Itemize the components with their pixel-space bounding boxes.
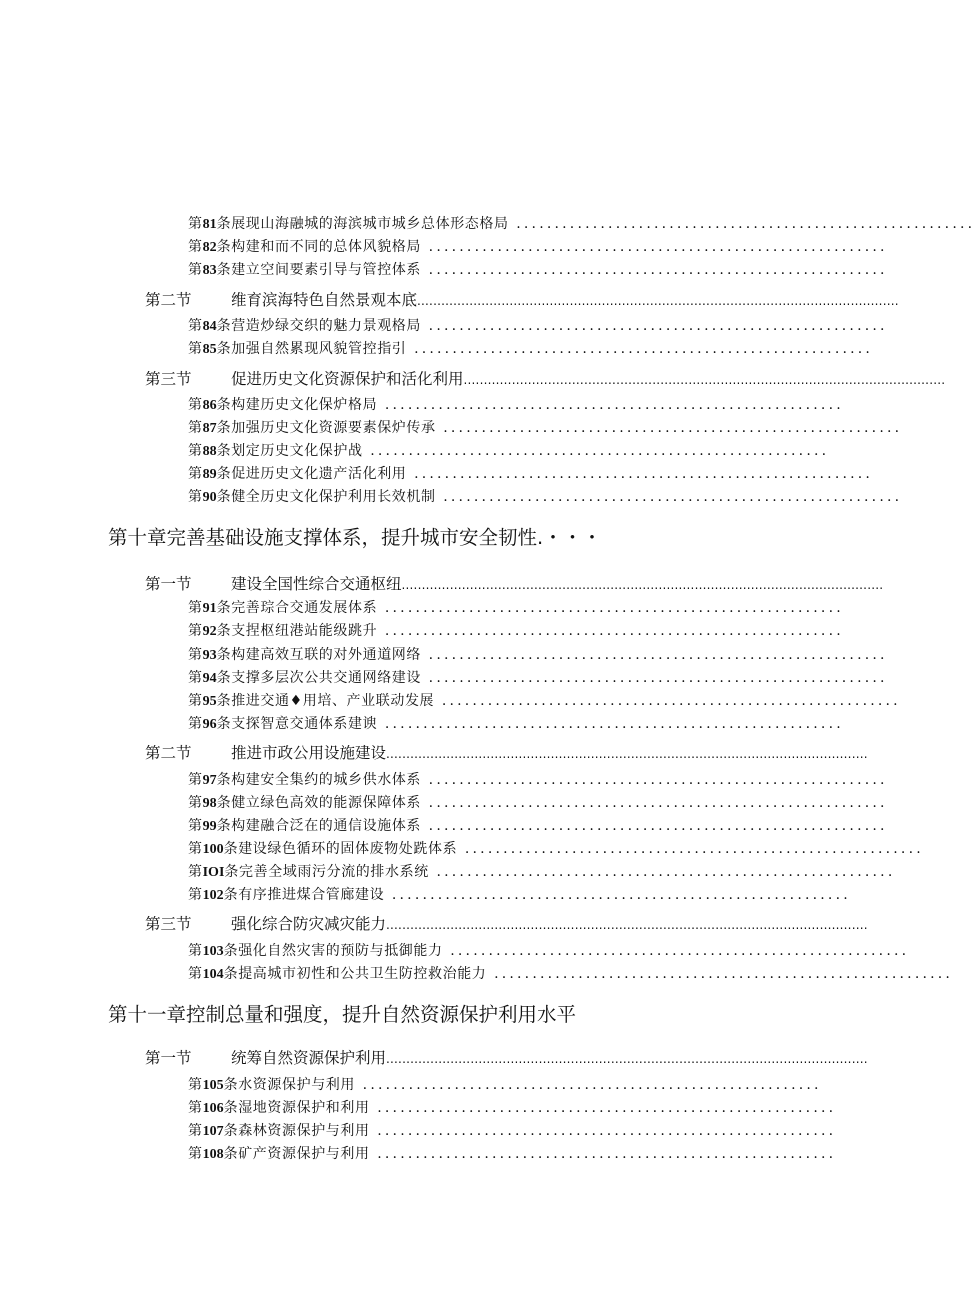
leader-dots: ........................................................................................................................ bbox=[386, 918, 868, 932]
toc-chapter-entry: 第十一章控制总量和强度，提升自然资源保护利用水平 bbox=[108, 1003, 577, 1026]
article-title: 条构建历史文化保炉格局 bbox=[216, 397, 378, 413]
article-title: 条划定历史文化保护战 bbox=[216, 443, 363, 459]
toc-section-entry bbox=[145, 740, 868, 766]
article-number: 87 bbox=[202, 421, 217, 436]
article-title: 条构建安全集约的城乡供水体系 bbox=[216, 772, 422, 788]
section-title: 促进历史文化资源保护和活化利用 bbox=[231, 370, 464, 388]
article-number: 81 bbox=[202, 217, 217, 232]
article-prefix: 第 bbox=[188, 943, 203, 959]
article-number: 89 bbox=[202, 467, 217, 482]
article-number: 96 bbox=[202, 717, 217, 732]
leader-dots: ........................................................................................................................ bbox=[463, 373, 946, 387]
toc-article-entry bbox=[188, 884, 851, 906]
section-title: 建设全国性综合交通枢纽 bbox=[231, 575, 402, 593]
article-prefix: 第 bbox=[188, 1100, 203, 1116]
toc-article-entry bbox=[188, 440, 830, 462]
leader-dots: ............................................................ bbox=[435, 489, 903, 505]
article-title: 条完善全域雨污分流的排水系统 bbox=[224, 864, 429, 880]
article-prefix: 第 bbox=[188, 772, 203, 788]
leader-dots: ............................................................ bbox=[355, 1077, 822, 1093]
article-prefix: 第 bbox=[188, 795, 203, 811]
article-prefix: 第 bbox=[188, 716, 203, 732]
article-number: 90 bbox=[202, 490, 217, 505]
article-prefix: 第 bbox=[188, 318, 203, 334]
toc-article-entry bbox=[188, 463, 874, 485]
toc-article-entry bbox=[188, 213, 975, 235]
toc-article-entry bbox=[188, 861, 896, 883]
toc-article-entry bbox=[188, 236, 888, 258]
section-title: 统筹自然资源保护利用 bbox=[231, 1049, 387, 1067]
article-prefix: 第 bbox=[188, 1123, 203, 1139]
article-prefix: 第 bbox=[188, 397, 203, 413]
article-prefix: 第 bbox=[188, 600, 203, 616]
article-prefix: 第 bbox=[188, 623, 203, 639]
article-number: 91 bbox=[202, 601, 217, 616]
article-prefix: 第 bbox=[188, 1077, 203, 1093]
toc-article-entry bbox=[188, 259, 888, 281]
leader-dots: ............................................................ bbox=[435, 420, 903, 436]
section-number: 第三节 bbox=[145, 370, 192, 388]
toc-article-entry bbox=[188, 417, 903, 439]
toc-article-entry bbox=[188, 940, 910, 962]
leader-dots: ............................................................ bbox=[369, 1100, 837, 1116]
leader-dots: ............................................................ bbox=[421, 647, 888, 663]
article-title: 条营造炒绿交织的魅力景观格局 bbox=[216, 318, 422, 334]
article-number: 85 bbox=[202, 342, 217, 357]
section-title: 强化综合防灾减灾能力 bbox=[231, 915, 387, 933]
article-title: 条建设绿色循环的固体废物处跣体系 bbox=[223, 841, 458, 857]
toc-article-entry bbox=[188, 1143, 837, 1165]
toc-article-entry bbox=[188, 1120, 837, 1142]
toc-article-entry bbox=[188, 838, 924, 860]
article-number: 98 bbox=[202, 796, 217, 811]
toc-chapter-entry: 第十章完善基础设施支撑体系，提升城市安全韧性.・・・ bbox=[108, 526, 602, 549]
article-prefix: 第 bbox=[188, 466, 203, 482]
leader-dots: ............................................................ bbox=[421, 795, 888, 811]
article-prefix: 第 bbox=[188, 239, 203, 255]
article-title: 条支捏枢纽港站能级跳升 bbox=[216, 623, 378, 639]
article-title: 条有序推进煤合管廊建设 bbox=[223, 887, 385, 903]
article-prefix: 第 bbox=[188, 693, 203, 709]
article-prefix: 第 bbox=[188, 443, 203, 459]
toc-article-entry bbox=[188, 338, 874, 360]
article-number: 106 bbox=[202, 1101, 224, 1116]
leader-dots: ............................................................ bbox=[442, 943, 910, 959]
toc-article-entry bbox=[188, 1097, 837, 1119]
article-title: 条加强自然累现风貌管控指引 bbox=[216, 341, 407, 357]
article-number: 86 bbox=[202, 398, 217, 413]
leader-dots: ............................................................ bbox=[421, 318, 888, 334]
article-prefix: 第 bbox=[188, 647, 203, 663]
leader-dots: ............................................................ bbox=[434, 693, 901, 709]
article-number: 100 bbox=[202, 842, 224, 857]
leader-dots: ............................................................ bbox=[362, 443, 830, 459]
article-title: 条提高城市初性和公共卫生防控救治能力 bbox=[223, 966, 487, 982]
leader-dots: ........................................................................................................................ bbox=[386, 1052, 868, 1066]
toc-section-entry bbox=[145, 1045, 868, 1071]
section-title: 推进市政公用设施建设 bbox=[231, 744, 387, 762]
section-number: 第二节 bbox=[145, 291, 192, 309]
article-title: 条矿产资源保护与利用 bbox=[223, 1146, 370, 1162]
article-number: 97 bbox=[202, 773, 217, 788]
article-prefix: 第 bbox=[188, 420, 203, 436]
article-number: 95 bbox=[202, 694, 217, 709]
leader-dots: ............................................................ bbox=[377, 397, 844, 413]
article-prefix: 第 bbox=[188, 966, 203, 982]
article-number: 93 bbox=[202, 648, 217, 663]
article-prefix: 第 bbox=[188, 864, 203, 880]
toc-article-entry bbox=[188, 315, 888, 337]
toc-section-entry bbox=[145, 287, 899, 313]
article-number: 105 bbox=[202, 1078, 224, 1093]
article-prefix: 第 bbox=[188, 216, 203, 232]
section-number: 第一节 bbox=[145, 1049, 192, 1067]
leader-dots: ............................................................ bbox=[428, 864, 896, 880]
toc-article-entry bbox=[188, 667, 888, 689]
leader-dots: ............................................................ bbox=[406, 341, 874, 357]
article-number: 108 bbox=[202, 1147, 224, 1162]
toc-section-entry bbox=[145, 571, 884, 597]
article-title: 条湿地资源保护和利用 bbox=[223, 1100, 370, 1116]
toc-article-entry bbox=[188, 644, 888, 666]
article-number: 107 bbox=[202, 1124, 224, 1139]
article-number: 104 bbox=[202, 967, 224, 982]
toc-article-entry bbox=[188, 713, 844, 735]
article-number: 82 bbox=[202, 240, 217, 255]
toc-article-entry bbox=[188, 620, 844, 642]
article-title: 条完善琮合交通发展体系 bbox=[216, 600, 378, 616]
article-prefix: 第 bbox=[188, 887, 203, 903]
leader-dots: ............................................................ bbox=[377, 600, 844, 616]
article-number: IOI bbox=[202, 865, 225, 880]
article-title: 条促进历史文化遗产活化利用 bbox=[216, 466, 407, 482]
section-number: 第二节 bbox=[145, 744, 192, 762]
leader-dots: ............................................................ bbox=[457, 841, 924, 857]
article-number: 102 bbox=[202, 888, 224, 903]
toc-article-entry bbox=[188, 815, 888, 837]
article-number: 99 bbox=[202, 819, 217, 834]
article-prefix: 第 bbox=[188, 670, 203, 686]
article-title: 条支探智意交通体系建谀 bbox=[216, 716, 378, 732]
article-prefix: 第 bbox=[188, 489, 203, 505]
toc-section-entry bbox=[145, 911, 868, 937]
leader-dots: ............................................................ bbox=[508, 216, 975, 232]
toc-article-entry bbox=[188, 597, 844, 619]
article-title: 条健立绿色高效的能源保障体系 bbox=[216, 795, 422, 811]
toc-article-entry bbox=[188, 769, 888, 791]
section-number: 第三节 bbox=[145, 915, 192, 933]
article-title: 条森林资源保护与利用 bbox=[223, 1123, 370, 1139]
article-prefix: 第 bbox=[188, 818, 203, 834]
toc-article-entry bbox=[188, 963, 954, 985]
article-title: 条水资源保护与利用 bbox=[223, 1077, 356, 1093]
article-number: 83 bbox=[202, 263, 217, 278]
article-number: 88 bbox=[202, 444, 217, 459]
article-prefix: 第 bbox=[188, 841, 203, 857]
leader-dots: ............................................................ bbox=[369, 1123, 837, 1139]
article-number: 94 bbox=[202, 671, 217, 686]
article-title: 条推进交通♦用培、产业联动发展 bbox=[216, 693, 435, 709]
toc-article-entry bbox=[188, 1074, 822, 1096]
section-title: 维育滨海特色自然景观本底 bbox=[231, 291, 418, 309]
article-prefix: 第 bbox=[188, 1146, 203, 1162]
leader-dots: ............................................................ bbox=[369, 1146, 837, 1162]
toc-article-entry bbox=[188, 486, 903, 508]
article-number: 103 bbox=[202, 944, 224, 959]
article-title: 条支撑多层次公共交通网络建设 bbox=[216, 670, 422, 686]
leader-dots: ............................................................ bbox=[421, 239, 888, 255]
leader-dots: ............................................................ bbox=[377, 623, 844, 639]
article-title: 条健全历史文化保护利用长效机制 bbox=[216, 489, 436, 505]
article-title: 条构建高效互联的对外通道网络 bbox=[216, 647, 422, 663]
leader-dots: ........................................................................................................................ bbox=[401, 578, 884, 592]
leader-dots: ............................................................ bbox=[421, 818, 888, 834]
article-number: 92 bbox=[202, 624, 217, 639]
article-number: 84 bbox=[202, 319, 217, 334]
leader-dots: ............................................................ bbox=[421, 772, 888, 788]
toc-section-entry bbox=[145, 366, 946, 392]
section-number: 第一节 bbox=[145, 575, 192, 593]
leader-dots: ........................................................................................................................ bbox=[417, 294, 899, 308]
leader-dots: ............................................................ bbox=[421, 262, 888, 278]
toc-article-entry bbox=[188, 690, 901, 712]
article-title: 条构建融合泛在的通信设施体系 bbox=[216, 818, 422, 834]
toc-article-entry bbox=[188, 792, 888, 814]
article-title: 条构建和而不同的总体风貌格局 bbox=[216, 239, 422, 255]
article-prefix: 第 bbox=[188, 341, 203, 357]
leader-dots: ............................................................ bbox=[421, 670, 888, 686]
leader-dots: ............................................................ bbox=[384, 887, 851, 903]
article-title: 条强化自然灾害的预防与抵御能力 bbox=[223, 943, 443, 959]
toc-article-entry bbox=[188, 394, 844, 416]
article-prefix: 第 bbox=[188, 262, 203, 278]
article-title: 条建立空间要素引导与管控体系 bbox=[216, 262, 422, 278]
leader-dots: ............................................................ bbox=[377, 716, 844, 732]
article-title: 条加强历史文化资源要素保炉传承 bbox=[216, 420, 436, 436]
article-title: 条展现山海融城的海滨城市城乡总体形态格局 bbox=[216, 216, 509, 232]
leader-dots: ............................................................ bbox=[406, 466, 874, 482]
leader-dots: ............................................................ bbox=[486, 966, 954, 982]
leader-dots: ........................................................................................................................ bbox=[386, 747, 868, 761]
